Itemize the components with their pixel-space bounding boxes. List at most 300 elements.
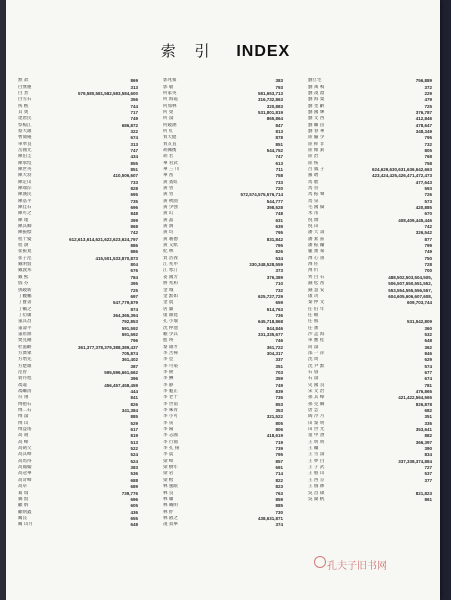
index-entry (18, 363, 138, 369)
entry-name: 高卓 (18, 484, 27, 490)
index-entry (308, 376, 432, 382)
index-entry (308, 262, 432, 268)
index-entry (18, 275, 138, 281)
index-entry (308, 167, 432, 173)
entry-name: 曹簡庵 (18, 135, 32, 141)
entry-pages: 795 (275, 452, 283, 458)
watermark-text: 孔夫子旧书网 (327, 561, 387, 572)
entry-pages: 742 (424, 224, 432, 230)
entry-name: 毛 國 倫 (308, 205, 325, 211)
index-entry (163, 237, 283, 243)
entry-name: 陳伯圭 (18, 154, 32, 160)
entry-name: 陳 瑾 (18, 217, 29, 223)
index-entry (18, 446, 138, 452)
entry-pages: 478,647 (415, 122, 432, 128)
index-entry (18, 167, 138, 173)
entry-pages: 886 (130, 243, 138, 249)
index-entry (308, 446, 432, 452)
index-entry (308, 180, 432, 186)
entry-name: 黃 曾 (163, 186, 174, 192)
index-entry (308, 129, 432, 135)
entry-name: 范曾 (18, 369, 27, 375)
entry-name: 任 熊 (308, 319, 319, 325)
index-entry (18, 306, 138, 312)
entry-pages: 356 (130, 97, 138, 103)
entry-name: 潘 振 鏞 (308, 243, 325, 249)
index-entry (18, 122, 138, 128)
entry-pages: 374 (275, 522, 283, 528)
index-entry (163, 465, 283, 471)
entry-pages: 768 (424, 154, 432, 160)
entry-name: 高奇峰 (18, 477, 32, 483)
index-entry (18, 465, 138, 471)
entry-pages: 874 (130, 306, 138, 312)
entry-pages: 595,596,661,662 (104, 369, 138, 375)
index-entry (308, 237, 432, 243)
entry-name: 紀 林 (163, 249, 174, 255)
entry-name: 黃 胄 (163, 192, 174, 198)
entry-pages: 886 (130, 249, 138, 255)
entry-name: 吳 昌 碩 (308, 490, 325, 496)
entry-name: 傅 濤 (18, 414, 29, 420)
entry-pages: 531,801,819 (257, 109, 283, 115)
index-entry (163, 287, 283, 293)
entry-pages: 605 (130, 503, 138, 509)
index-entry (163, 509, 283, 515)
entry-name: 王 雪 濤 (308, 452, 325, 458)
entry-pages: 529 (130, 420, 138, 426)
index-entry (308, 287, 432, 293)
entry-pages: 758 (275, 173, 283, 179)
entry-name: 華 嵒 (163, 173, 174, 179)
index-entry (163, 395, 283, 401)
index-entry (163, 116, 283, 122)
index-entry (163, 478, 283, 484)
index-entry (18, 141, 138, 147)
entry-pages: 804 (130, 262, 138, 268)
index-entry (18, 433, 138, 439)
index-entry (163, 192, 283, 198)
page-title (0, 40, 451, 61)
entry-name: 金 默如 (163, 293, 178, 299)
entry-name: 田 黎 明 (308, 420, 325, 426)
entry-name: 陳佳石 (18, 205, 32, 211)
entry-pages: 531,542,809 (406, 319, 432, 325)
index-entry (163, 357, 283, 363)
entry-pages: 320,883 (266, 103, 283, 109)
index-entry (163, 306, 283, 312)
entry-pages: 330,348,528,559 (249, 262, 283, 268)
entry-pages: 739,776 (121, 490, 138, 496)
index-entry (163, 148, 283, 154)
entry-name: 孫 克 綱 (308, 401, 325, 407)
entry-name: 陳世英 (18, 166, 32, 172)
index-entry (18, 135, 138, 141)
entry-pages: 846 (424, 350, 432, 356)
entry-name: 石 濤 (308, 376, 319, 382)
entry-pages: 750 (424, 255, 432, 261)
entry-pages: 700 (424, 268, 432, 274)
entry-pages: 749 (424, 249, 432, 255)
entry-pages: 676 (130, 268, 138, 274)
index-entry (163, 275, 283, 281)
index-entry (308, 440, 432, 446)
entry-name: 劉 海 粟 (308, 97, 325, 103)
index-entry (18, 287, 138, 293)
entry-name: 齊 白 石 (308, 274, 325, 280)
index-entry (18, 452, 138, 458)
entry-pages: 625,727,729 (257, 293, 283, 299)
entry-pages: 612,613,614,621,622,623,624,797 (69, 236, 138, 242)
index-entry (18, 281, 138, 287)
entry-pages: 703 (275, 369, 283, 375)
entry-pages: 532 (424, 331, 432, 337)
entry-name: 察楊江 (18, 122, 32, 128)
index-entry (308, 471, 432, 477)
entry-name: 陸 維 釗 (308, 147, 325, 153)
entry-pages: 711 (275, 166, 283, 172)
entry-pages: 420,885 (415, 205, 432, 211)
index-entry (18, 294, 138, 300)
entry-name: 何 濤 (163, 116, 174, 122)
entry-pages: 383 (275, 78, 283, 84)
entry-pages: 579,580,581,582,583,584,600 (77, 90, 138, 96)
entry-name: 陳其卿 (18, 224, 32, 230)
entry-pages: 331,335,677 (257, 331, 283, 337)
index-entry (308, 325, 432, 331)
index-entry (18, 421, 138, 427)
entry-pages: 727 (424, 465, 432, 471)
index-entry (18, 408, 138, 414)
entry-name: 胡佩衡 (163, 147, 177, 153)
index-entry (163, 389, 283, 395)
entry-name: 李 鱓 (163, 376, 174, 382)
entry-name: 崔振寬 (18, 249, 32, 255)
entry-pages: 360 (424, 325, 432, 331)
index-entry (18, 478, 138, 484)
index-entry (308, 402, 432, 408)
index-entry (308, 414, 432, 420)
entry-pages: 488,502,503,504,505, (388, 274, 432, 280)
entry-name: 白無塵 (18, 84, 32, 90)
entry-name: 藍 瑛 (163, 338, 174, 344)
entry-name: 無 款 (18, 78, 29, 84)
index-entry (163, 344, 283, 350)
page-edge-shadow (440, 0, 451, 600)
entry-pages: 456,457,458,459 (104, 382, 138, 388)
entry-pages: 796 (130, 338, 138, 344)
entry-name: 白 煮 (18, 90, 29, 96)
index-entry (163, 332, 283, 338)
entry-name: 李 世南 (163, 401, 178, 407)
entry-pages: 689 (130, 484, 138, 490)
index-entry (308, 351, 432, 357)
index-column-3 (308, 78, 432, 503)
entry-name: 高 峰 (18, 439, 29, 445)
entry-pages: 882 (424, 433, 432, 439)
entry-name: 王 憨 山 (308, 471, 325, 477)
index-entry (163, 160, 283, 166)
entry-pages: 524 (130, 458, 138, 464)
index-entry (163, 97, 283, 103)
entry-name: 溥 佐 (308, 262, 319, 268)
entry-name: 丁輔之 (18, 306, 32, 312)
entry-name: 黎 雄才 (163, 344, 178, 350)
index-entry (163, 122, 283, 128)
entry-name: 居 廉 (163, 306, 174, 312)
index-entry (18, 237, 138, 243)
entry-name: 李 行簡 (163, 439, 178, 445)
index-entry (308, 268, 432, 274)
entry-pages: 819 (130, 433, 138, 439)
entry-name: 董其昌 (18, 319, 32, 325)
entry-name: 李 老十 (163, 395, 178, 401)
index-entry (163, 383, 283, 389)
entry-pages: 361,377,378,379,388,389,437 (77, 344, 138, 350)
entry-pages: 733 (130, 179, 138, 185)
entry-name: 馬 晉 (308, 186, 319, 192)
entry-name: 王 明 明 (308, 439, 325, 445)
entry-name: 劉 凌 滄 (308, 90, 325, 96)
index-entry (163, 440, 283, 446)
entry-pages: 534 (275, 255, 283, 261)
index-entry (18, 199, 138, 205)
entry-name: 劉 奎 齡 (308, 103, 325, 109)
index-entry (308, 84, 432, 90)
entry-pages: 805 (424, 147, 432, 153)
entry-pages: 373 (275, 268, 283, 274)
index-entry (163, 218, 283, 224)
index-entry (18, 351, 138, 357)
index-entry (18, 503, 138, 509)
entry-name: 關 山月 (18, 522, 33, 528)
entry-name: 貝 奧 (18, 109, 29, 115)
index-entry (163, 427, 283, 433)
entry-name: 秦 仲 文 (308, 300, 325, 306)
entry-pages: 423,424,425,426,471,472,473 (371, 173, 432, 179)
entry-name: 劉 春 華 (308, 128, 325, 134)
entry-name: 黃 晶 (163, 217, 174, 223)
index-entry (308, 256, 432, 262)
entry-pages: 726 (424, 192, 432, 198)
entry-name: 丁衍庸 (18, 312, 32, 318)
entry-pages: 362 (424, 344, 432, 350)
entry-name: 方增先 (18, 357, 32, 363)
entry-name: 梁 岩 (163, 471, 174, 477)
index-entry (163, 408, 283, 414)
entry-name: 陳端淙 (18, 186, 32, 192)
index-entry (308, 110, 432, 116)
index-entry (18, 243, 138, 249)
index-entry (18, 344, 138, 350)
entry-pages: 853 (275, 401, 283, 407)
entry-name: 黃 潤 (163, 224, 174, 230)
entry-pages: 749 (130, 116, 138, 122)
index-entry (163, 173, 283, 179)
entry-name: 李 震 (163, 452, 174, 458)
entry-pages: 353 (275, 408, 283, 414)
index-entry (308, 199, 432, 205)
index-entry (163, 338, 283, 344)
entry-name: 江 兆申 (163, 262, 178, 268)
entry-name: 何 榮 (163, 109, 174, 115)
entry-name: 龐 薰 琹 (308, 249, 325, 255)
entry-pages: 878 (275, 135, 283, 141)
index-column-2 (163, 78, 283, 528)
entry-pages: 747 (130, 147, 138, 153)
entry-name: 符 翔 (18, 395, 29, 401)
index-entry (18, 180, 138, 186)
entry-name: 梁 樹年 (163, 465, 178, 471)
entry-name: 林 墉 (163, 496, 174, 502)
index-entry (18, 224, 138, 230)
entry-name: 尚 濤 (308, 344, 319, 350)
entry-pages: 851 (275, 141, 283, 147)
entry-pages: 733 (275, 179, 283, 185)
index-entry (163, 421, 283, 427)
index-entry (18, 262, 138, 268)
entry-name: 林 風眠 (163, 484, 178, 490)
entry-pages: 359 (275, 376, 283, 382)
entry-pages: 364,365,394 (112, 312, 138, 318)
entry-pages: 631 (275, 217, 283, 223)
entry-pages: 869 (130, 78, 138, 84)
entry-name: 黃 幻 (163, 211, 174, 217)
entry-pages: 747 (275, 154, 283, 160)
entry-name: 李 可染 (163, 363, 178, 369)
entry-pages: 732 (424, 141, 432, 147)
entry-name: 車準良 (18, 141, 32, 147)
index-entry (18, 459, 138, 465)
entry-pages: 434 (130, 154, 138, 160)
index-entry (308, 338, 432, 344)
entry-pages: 613 (275, 160, 283, 166)
entry-pages: 697 (130, 293, 138, 299)
entry-name: 潘 絜 茲 (308, 236, 325, 242)
entry-pages: 479 (424, 97, 432, 103)
index-entry (163, 224, 283, 230)
entry-pages: 304,317 (266, 350, 283, 356)
entry-pages: 695 (130, 192, 138, 198)
entry-name: 陳定山 (18, 179, 32, 185)
entry-pages: 831,842 (266, 236, 283, 242)
index-entry (18, 414, 138, 420)
entry-pages: 696 (130, 205, 138, 211)
entry-pages: 410,506,607 (112, 173, 138, 179)
index-entry (18, 370, 138, 376)
entry-name: 宋 文 治 (308, 389, 325, 395)
entry-pages: 341,384 (121, 408, 138, 414)
entry-pages: 547,779,879 (112, 300, 138, 306)
entry-name: 石 魯 (308, 369, 319, 375)
entry-pages: 366,397 (415, 439, 432, 445)
index-entry (163, 319, 283, 325)
entry-pages: 885 (130, 414, 138, 420)
index-entry (18, 148, 138, 154)
entry-name: 任 薰 (308, 325, 319, 331)
index-entry (18, 522, 138, 528)
entry-name: 陳大羽 (18, 173, 32, 179)
entry-name: 高其峰 (18, 452, 32, 458)
entry-pages: 826 (275, 249, 283, 255)
entry-pages: 522 (130, 446, 138, 452)
index-entry (163, 262, 283, 268)
entry-name: 啟 功 (308, 293, 319, 299)
entry-name: 顧炳鑫 (18, 509, 32, 515)
entry-pages: 805 (275, 420, 283, 426)
index-entry (163, 84, 283, 90)
entry-pages: 677 (424, 369, 432, 375)
entry-pages: 322 (130, 128, 138, 134)
entry-pages: 412,846 (415, 116, 432, 122)
index-entry (18, 84, 138, 90)
index-entry (308, 421, 432, 427)
entry-pages: 614,763 (266, 306, 283, 312)
entry-name: 沈 周 (308, 357, 319, 363)
entry-pages: 326,542 (415, 230, 432, 236)
index-entry (18, 205, 138, 211)
index-entry (308, 192, 432, 198)
index-entry (163, 141, 283, 147)
entry-name: 何 紅 (163, 128, 174, 134)
index-entry (308, 186, 432, 192)
entry-pages: 841 (130, 395, 138, 401)
index-entry (163, 103, 283, 109)
index-entry (163, 199, 283, 205)
index-column-1 (18, 78, 138, 528)
entry-name: 劉 文 西 (308, 116, 325, 122)
index-entry (18, 78, 138, 84)
entry-name: 方濟眾 (18, 350, 32, 356)
index-entry (163, 414, 283, 420)
entry-name: 李 味青 (163, 408, 178, 414)
entry-name: 黃 均 (163, 230, 174, 236)
entry-name: 王 夢 白 (308, 458, 325, 464)
entry-name: 史 國 良 (308, 382, 325, 388)
entry-name: 馬 泉 (308, 198, 319, 204)
entry-name: 呂 鳳 子 (308, 166, 325, 172)
entry-name: 梁 楷 (163, 477, 174, 483)
index-entry (308, 281, 432, 287)
index-entry (308, 383, 432, 389)
entry-name: 溥 心 畬 (308, 255, 325, 261)
entry-pages: 744 (130, 103, 138, 109)
entry-pages: 477,643 (415, 179, 432, 185)
index-entry (308, 490, 432, 496)
entry-pages: 688 (130, 477, 138, 483)
entry-pages: 372 (424, 84, 432, 90)
entry-name: 達唐民 (18, 116, 32, 122)
entry-pages: 855 (130, 160, 138, 166)
index-entry (308, 389, 432, 395)
entry-name: 胡 若 (163, 154, 174, 160)
entry-name: 孔 小瑜 (163, 319, 178, 325)
entry-name: 華 三 川 (163, 166, 180, 172)
index-entry (163, 249, 283, 255)
entry-pages: 337,338,374,884 (398, 458, 432, 464)
entry-pages: 573 (424, 198, 432, 204)
entry-name: 賀天健 (163, 135, 177, 141)
index-entry (308, 452, 432, 458)
entry-name: 林 散之 (163, 515, 178, 521)
entry-name: 童 中 燾 (308, 433, 325, 439)
title-chinese: 索 引 (160, 42, 217, 60)
entry-pages: 834 (424, 452, 432, 458)
index-entry (163, 129, 283, 135)
entry-pages: 792,853 (121, 319, 138, 325)
index-entry (18, 395, 138, 401)
index-entry (163, 186, 283, 192)
